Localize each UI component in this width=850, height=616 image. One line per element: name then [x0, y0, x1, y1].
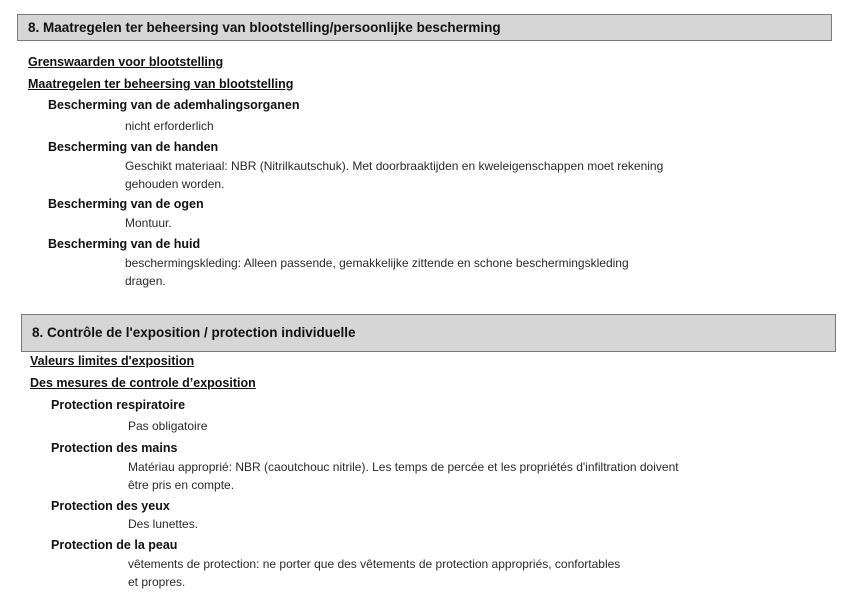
text-skin-protection-nl	[125, 254, 629, 290]
text-line: Des lunettes.	[128, 517, 199, 531]
label-hand-protection-fr: Protection des mains	[51, 441, 178, 455]
section-header-fr: 8. Contrôle de l'exposition / protection individuelle	[21, 314, 836, 352]
text-eye-protection-nl	[125, 214, 172, 232]
section-header-nl: 8. Maatregelen ter beheersing van blootstelling/persoonlijke bescherming	[17, 14, 832, 41]
label-respiratory-protection-fr: Protection respiratoire	[51, 398, 186, 412]
subheading-exposure-controls-nl: Maatregelen ter beheersing van blootstelling	[28, 77, 294, 91]
text-line: vêtements de protection: ne porter que des vêtements de protection appropriés, confortables	[128, 557, 621, 571]
subheading-exposure-limits-fr: Valeurs limites d'exposition	[30, 354, 195, 368]
text-line: Matériau approprié: NBR (caoutchouc nitrile). Les temps de percée et les propriétés d'infiltration doivent	[128, 460, 679, 474]
text-line: gehouden worden.	[125, 177, 225, 191]
text-respiratory-protection-nl	[125, 117, 214, 135]
text-eye-protection-fr	[128, 515, 198, 533]
label-hand-protection-nl: Bescherming van de handen	[48, 140, 219, 154]
text-hand-protection-nl	[125, 157, 663, 193]
text-line: beschermingskleding: Alleen passende, gemakkelijke zittende en schone beschermingskleding	[125, 256, 629, 270]
label-eye-protection-fr: Protection des yeux	[51, 499, 170, 513]
label-eye-protection-nl: Bescherming van de ogen	[48, 197, 204, 211]
label-skin-protection-fr: Protection de la peau	[51, 538, 178, 552]
text-line: être pris en compte.	[128, 478, 235, 492]
label-respiratory-protection-nl: Bescherming van de ademhalingsorganen	[48, 98, 300, 112]
text-skin-protection-fr	[128, 555, 620, 591]
text-line: Pas obligatoire	[128, 419, 208, 433]
text-line: et propres.	[128, 575, 186, 589]
text-respiratory-protection-fr	[128, 417, 207, 435]
text-line: Montuur.	[125, 216, 172, 230]
subheading-exposure-controls-fr: Des mesures de controle d’exposition	[30, 376, 256, 390]
subheading-exposure-limits-nl: Grenswaarden voor blootstelling	[28, 55, 224, 69]
text-line: dragen.	[125, 274, 166, 288]
label-skin-protection-nl: Bescherming van de huid	[48, 237, 201, 251]
text-line: Geschikt materiaal: NBR (Nitrilkautschuk). Met doorbraaktijden en kweleigenschappen moet rekening	[125, 159, 664, 173]
text-hand-protection-fr	[128, 458, 679, 494]
text-line: nicht erforderlich	[125, 119, 214, 133]
